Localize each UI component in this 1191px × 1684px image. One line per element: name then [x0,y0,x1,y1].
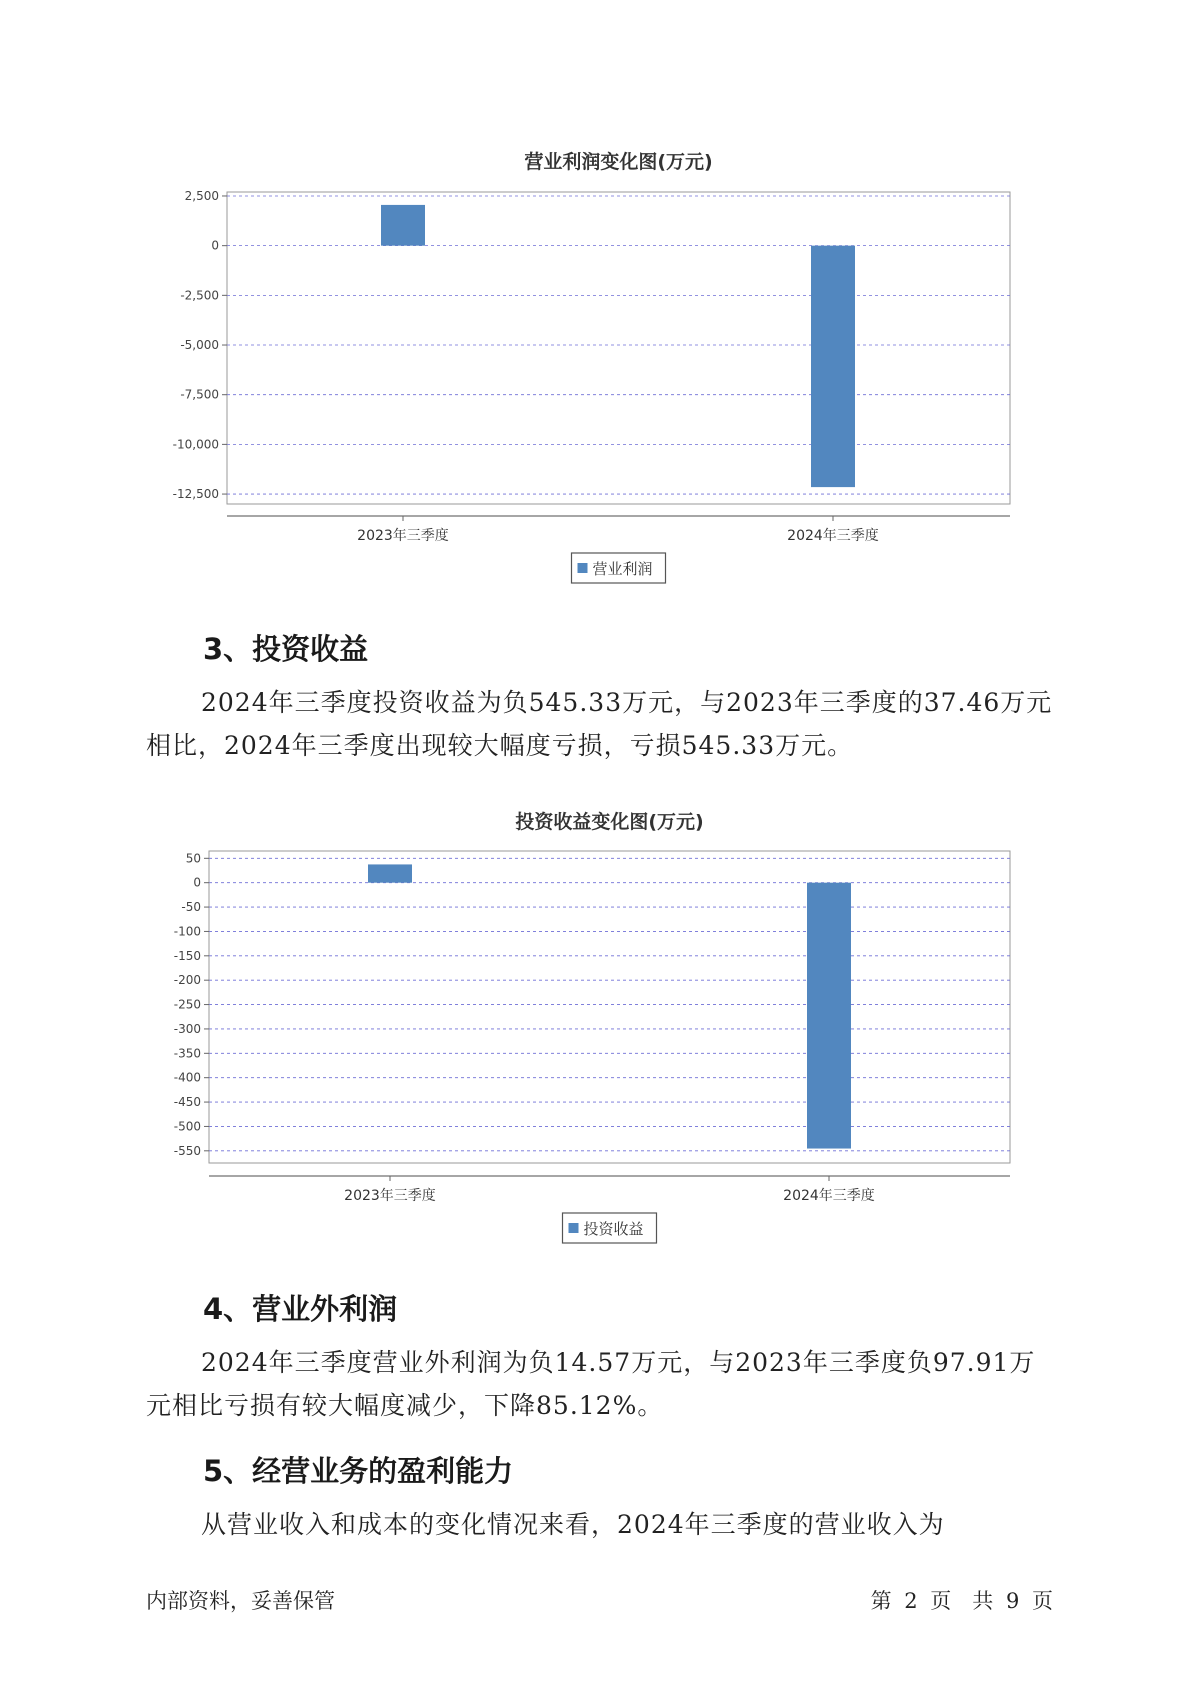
plot-area [227,192,1010,504]
section-heading-nonoperating: 4、营业外利润 [203,1292,398,1326]
y-tick-label: -500 [173,1119,201,1134]
paragraph-nonoperating: 2024年三季度营业外利润为负14.57万元，与2023年三季度负97.91万元相比亏损有较大幅度减少，下降85.12%。 [146,1348,1036,1420]
y-tick-label: -250 [173,997,201,1012]
y-tick-label: 50 [185,851,201,866]
y-tick-label: 0 [211,238,219,253]
x-tick-label: 2023年三季度 [344,1188,436,1204]
chart-title: 营业利润变化图(万元) [524,151,713,173]
y-tick-label: -12,500 [172,487,219,502]
y-tick-label: -2,500 [180,288,219,303]
legend-swatch [569,1223,579,1233]
y-tick-label: -350 [173,1046,201,1061]
bar-1 [381,205,425,246]
y-tick-label: -400 [173,1070,201,1085]
y-tick-label: -7,500 [180,387,219,402]
paragraph-investment: 2024年三季度投资收益为负545.33万元，与2023年三季度的37.46万元相比，2024年三季度出现较大幅度亏损，亏损545.33万元。 [146,688,1053,760]
y-tick-label: -150 [173,948,201,963]
legend-swatch [578,563,588,573]
legend-label: 投资收益 [583,1220,644,1238]
bar-1 [368,864,412,882]
x-tick-label: 2024年三季度 [787,528,879,544]
y-tick-label: -100 [173,924,201,939]
footer-confidential-note: 内部资料，妥善保管 [146,1589,335,1613]
footer-page-number: 第 2 页 共 9 页 [870,1589,1053,1613]
y-tick-label: 2,500 [184,188,219,203]
chart-title: 投资收益变化图(万元) [515,811,704,833]
section-heading-investment: 3、投资收益 [203,632,369,666]
investment-income-chart [0,790,1191,1260]
bar-2 [807,883,851,1149]
y-tick-label: -200 [173,973,201,988]
y-tick-label: -50 [181,900,201,915]
y-tick-label: -450 [173,1095,201,1110]
operating-profit-chart [0,130,1191,600]
y-tick-label: -300 [173,1021,201,1036]
paragraph-profitability: 从营业收入和成本的变化情况来看，2024年三季度的营业收入为 [201,1510,945,1539]
x-tick-label: 2023年三季度 [357,528,449,544]
bar-2 [811,246,855,487]
x-tick-label: 2024年三季度 [783,1188,875,1204]
plot-area [209,851,1010,1163]
y-tick-label: -10,000 [172,437,219,452]
section-heading-profitability: 5、经营业务的盈利能力 [203,1454,514,1488]
y-tick-label: -5,000 [180,338,219,353]
y-tick-label: 0 [193,875,201,890]
legend-label: 营业利润 [592,560,653,578]
y-tick-label: -550 [173,1143,201,1158]
